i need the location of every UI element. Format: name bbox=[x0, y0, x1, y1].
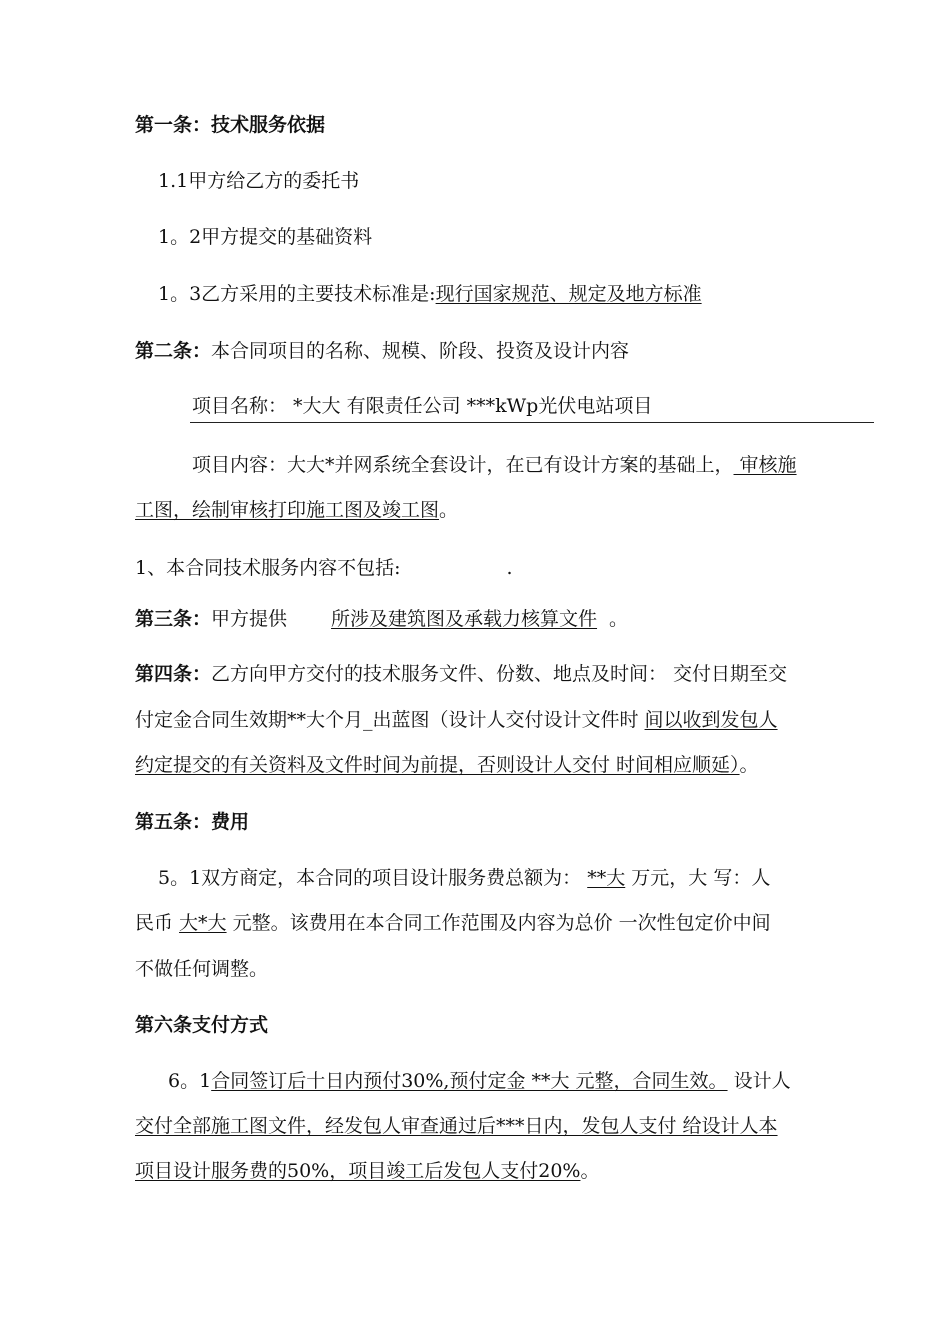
project-name-underline bbox=[190, 422, 874, 423]
article-4-underlined-2: 间以收到发包人 bbox=[644, 709, 778, 731]
project-content-end: 。 bbox=[439, 499, 459, 521]
fee-amount-words-value: 大*大 bbox=[179, 912, 227, 934]
exclusion-label: 1、本合同技术服务内容不包括: bbox=[135, 557, 401, 579]
article-5-text-2b: 元整。该费用在本合同工作范围及内容为总价 一次性包定价中间 bbox=[226, 912, 771, 934]
article-2-heading: 第二条： bbox=[135, 340, 212, 362]
article-5-line-1 bbox=[158, 866, 874, 890]
article-6-text-1b: 设计人 bbox=[727, 1070, 791, 1092]
article-6-heading: 第六条支付方式 bbox=[135, 1014, 269, 1036]
article-4-text-2: 付定金合同生效期**大个月_出蓝图（设计人交付设计文件时 bbox=[135, 709, 645, 731]
project-content-underlined-2: 工图，绘制审核打印施工图及竣工图 bbox=[135, 499, 440, 521]
project-content-underlined-1: 审核施 bbox=[733, 454, 797, 476]
article-6-end: 。 bbox=[580, 1160, 600, 1182]
article-1-item-2: 1。2甲方提交的基础资料 bbox=[158, 226, 373, 248]
project-content-line-2 bbox=[135, 498, 875, 522]
exclusion-end: . bbox=[506, 557, 513, 579]
article-4-text-1: 乙方向甲方交付的技术服务文件、份数、地点及时间： 交付日期至交 bbox=[211, 663, 788, 685]
article-2-line bbox=[135, 339, 875, 363]
article-3-end: 。 bbox=[609, 608, 629, 630]
project-content-text: 项目内容：大大*并网系统全套设计，在已有设计方案的基础上， bbox=[192, 454, 734, 476]
article-5-line-3: 不做任何调整。 bbox=[135, 958, 269, 980]
article-5-text-1b: 万元，大 写：人 bbox=[625, 867, 771, 889]
article-5-line-2 bbox=[135, 911, 875, 935]
article-3-provided-docs: 所涉及建筑图及承载力核算文件 bbox=[331, 608, 598, 630]
article-5-heading: 第五条：费用 bbox=[135, 811, 250, 833]
article-6-line-3 bbox=[135, 1159, 875, 1183]
article-1-heading: 第一条：技术服务依据 bbox=[135, 114, 326, 136]
article-4-line-2 bbox=[135, 708, 875, 732]
article-6-text-1: 6。1 bbox=[168, 1070, 212, 1092]
article-4-line-1 bbox=[135, 662, 875, 686]
article-2-text: 本合同项目的名称、规模、阶段、投资及设计内容 bbox=[211, 340, 630, 362]
article-1-item-1: 1.1甲方给乙方的委托书 bbox=[158, 170, 360, 192]
article-4-heading: 第四条： bbox=[135, 663, 212, 685]
article-6-underlined-1: 合同签订后十日内预付30%,预付定金 **大 元整，合同生效。 bbox=[211, 1070, 728, 1092]
article-3-text: 甲方提供 bbox=[211, 608, 288, 630]
article-4-line-3 bbox=[135, 753, 875, 777]
article-3-line bbox=[135, 607, 875, 631]
article-4-underlined-3: 约定提交的有关资料及文件时间为前提，否则设计人交付 时间相应顺延） bbox=[135, 754, 740, 776]
article-6-line-2 bbox=[135, 1114, 875, 1138]
article-5-text-2: 民币 bbox=[135, 912, 180, 934]
exclusion-line bbox=[135, 556, 875, 580]
article-5-text-1: 5。1双方商定，本合同的项目设计服务费总额为： bbox=[158, 867, 588, 889]
project-content-line-1 bbox=[192, 453, 874, 477]
article-1-item-3-label: 1。3乙方采用的主要技术标准是: bbox=[158, 283, 436, 305]
article-4-end: 。 bbox=[739, 754, 759, 776]
article-6-line-1 bbox=[168, 1069, 908, 1093]
article-6-underlined-2: 交付全部施工图文件，经发包人审查通过后***日内，发包人支付 给设计人本 bbox=[135, 1115, 778, 1137]
fee-amount-value: **大 bbox=[587, 867, 626, 889]
article-3-heading: 第三条： bbox=[135, 608, 212, 630]
article-1-item-3 bbox=[158, 282, 898, 306]
project-name-line: 项目名称： *大大 有限责任公司 ***kWp光伏电站项目 bbox=[192, 395, 653, 417]
article-6-underlined-3: 项目设计服务费的50%，项目竣工后发包人支付20% bbox=[135, 1160, 581, 1182]
technical-standard-value: 现行国家规范、规定及地方标准 bbox=[435, 283, 702, 305]
